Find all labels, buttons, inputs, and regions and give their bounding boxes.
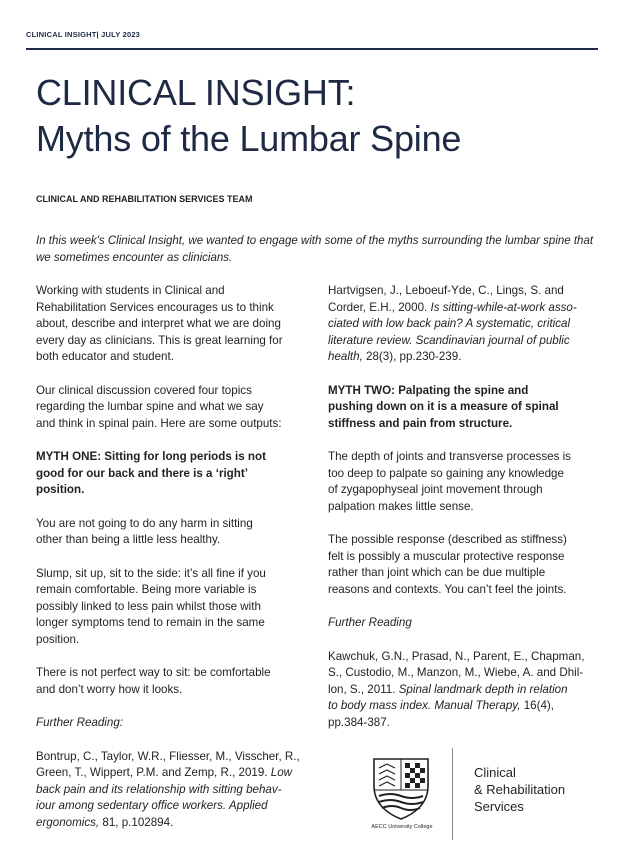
text-line: felt is possibly a muscular protective response xyxy=(328,549,565,563)
text-line: pushing down on it is a measure of spinal xyxy=(328,400,559,413)
reference-hartvigsen xyxy=(328,283,598,366)
text-line: Is sitting-while-at-work asso- xyxy=(430,300,577,314)
text-line: pp.384-387. xyxy=(328,715,390,729)
paragraph-discussion xyxy=(36,383,304,433)
text-line: Kawchuk, G.N., Prasad, N., Parent, E., Chapman, xyxy=(328,649,585,663)
text-line: too deep to palpate so gaining any knowledge xyxy=(328,466,564,480)
title-line-2: Myths of the Lumbar Spine xyxy=(36,118,462,159)
further-reading-label: Further Reading xyxy=(328,616,412,629)
reference-kawchuk xyxy=(328,649,598,732)
text-line: position. xyxy=(36,632,80,646)
text-line: 28(3), pp.230-239. xyxy=(362,350,462,363)
text-line: Spinal landmark depth in relation xyxy=(398,682,568,696)
text-line: and don’t worry how it looks. xyxy=(36,682,183,696)
text-line: 16(4), xyxy=(520,699,554,712)
text-line: Rehabilitation Services encourages us to think xyxy=(36,300,274,314)
title-line-1: CLINICAL INSIGHT: xyxy=(36,72,356,113)
text-line: Green, T., Wippert, P.M. and Zemp, R., 2019. xyxy=(36,766,271,779)
text-line: literature review. Scandinavian journal of public xyxy=(328,333,570,347)
further-reading-label: Further Reading: xyxy=(36,716,123,729)
text-line: S., Custodio, M., Manzon, M., Wiebe, A. and Dhil- xyxy=(328,666,584,679)
header-rule xyxy=(26,48,598,50)
paragraph-no-harm xyxy=(36,516,304,549)
text-line: Our clinical discussion covered four topics xyxy=(36,383,252,397)
text-line: about, describe and interpret what we are doing xyxy=(36,317,281,330)
text-line: other than being a little less healthy. xyxy=(36,533,221,546)
service-line-1: Clinical xyxy=(474,765,516,780)
text-line: Low xyxy=(270,766,293,779)
page-title xyxy=(36,70,461,162)
footer xyxy=(0,748,629,852)
service-line-2: & Rehabilitation xyxy=(474,782,566,797)
footer-divider xyxy=(452,748,453,840)
text-line: of zygapophyseal joint movement through xyxy=(328,483,543,496)
text-line: The depth of joints and transverse processes is xyxy=(328,450,571,463)
service-name xyxy=(474,764,565,815)
myth-two-heading xyxy=(328,383,598,433)
college-crest-icon xyxy=(370,756,432,822)
paragraph-no-perfect-way xyxy=(36,665,304,698)
text-line: Hartvigsen, J., Leboeuf-Yde, C., Lings, S. and xyxy=(328,284,564,297)
text-line: Corder, E.H., 2000. xyxy=(328,300,431,314)
text-line: lon, S., 2011. xyxy=(328,682,399,696)
college-name: AECC University College xyxy=(371,824,433,830)
text-line: possibly linked to less pain whilst those with xyxy=(36,599,261,613)
paragraph-joint-depth xyxy=(328,449,598,515)
text-line: good for our back and there is a ‘right’ xyxy=(36,466,248,480)
text-line: palpation makes little sense. xyxy=(328,499,474,513)
team-label: CLINICAL AND REHABILITATION SERVICES TEAM xyxy=(36,194,253,204)
header-tag: CLINICAL INSIGHT| JULY 2023 xyxy=(26,30,141,39)
text-line: remain comfortable. Being more variable is xyxy=(36,583,257,596)
text-line: Bontrup, C., Taylor, W.R., Fliesser, M., Visscher, R., xyxy=(36,749,300,763)
service-line-3: Services xyxy=(474,799,524,814)
text-line: both educator and student. xyxy=(36,350,174,363)
text-line: 81, p.102894. xyxy=(99,815,174,829)
text-line: reasons and contexts. You can’t feel the joints. xyxy=(328,582,567,596)
text-line: The possible response (described as stiffness) xyxy=(328,533,567,546)
text-line: Slump, sit up, sit to the side: it’s all fine if you xyxy=(36,566,266,580)
text-line: You are not going to do any harm in sitting xyxy=(36,516,253,530)
text-line: Working with students in Clinical and xyxy=(36,284,225,297)
text-line: MYTH ONE: Sitting for long periods is not xyxy=(36,450,266,463)
myth-one-heading xyxy=(36,449,304,499)
text-line: every day as clinicians. This is great learning for xyxy=(36,333,283,347)
text-line: position. xyxy=(36,483,85,496)
text-line: stiffness and pain from structure. xyxy=(328,416,513,430)
text-line: and think in spinal pain. Here are some outputs: xyxy=(36,416,282,430)
text-line: iour among sedentary office workers. Applied xyxy=(36,799,268,812)
paragraph-slump xyxy=(36,566,304,649)
text-line: There is not perfect way to sit: be comfortable xyxy=(36,666,271,679)
text-line: to body mass index. Manual Therapy, xyxy=(328,699,521,712)
text-line: rather than joint which can be due multiple xyxy=(328,566,546,579)
right-column xyxy=(328,283,598,731)
text-line: back pain and its relationship with sitting behav- xyxy=(36,782,282,796)
text-line: regarding the lumbar spine and what we say xyxy=(36,400,264,413)
intro-paragraph: In this week's Clinical Insight, we wanted to engage with some of the myths surrounding the lumbar spine that we sometimes encounter as clinicians. xyxy=(36,235,594,264)
paragraph-students xyxy=(36,283,304,366)
text-line: ciated with low back pain? A systematic, critical xyxy=(328,317,571,330)
text-line: MYTH TWO: Palpating the spine and xyxy=(328,383,529,397)
text-line: longer symptoms tend to remain in the same xyxy=(36,616,265,629)
paragraph-stiffness xyxy=(328,532,598,598)
text-line: ergonomics, xyxy=(36,815,100,829)
text-line: health, xyxy=(328,350,363,363)
